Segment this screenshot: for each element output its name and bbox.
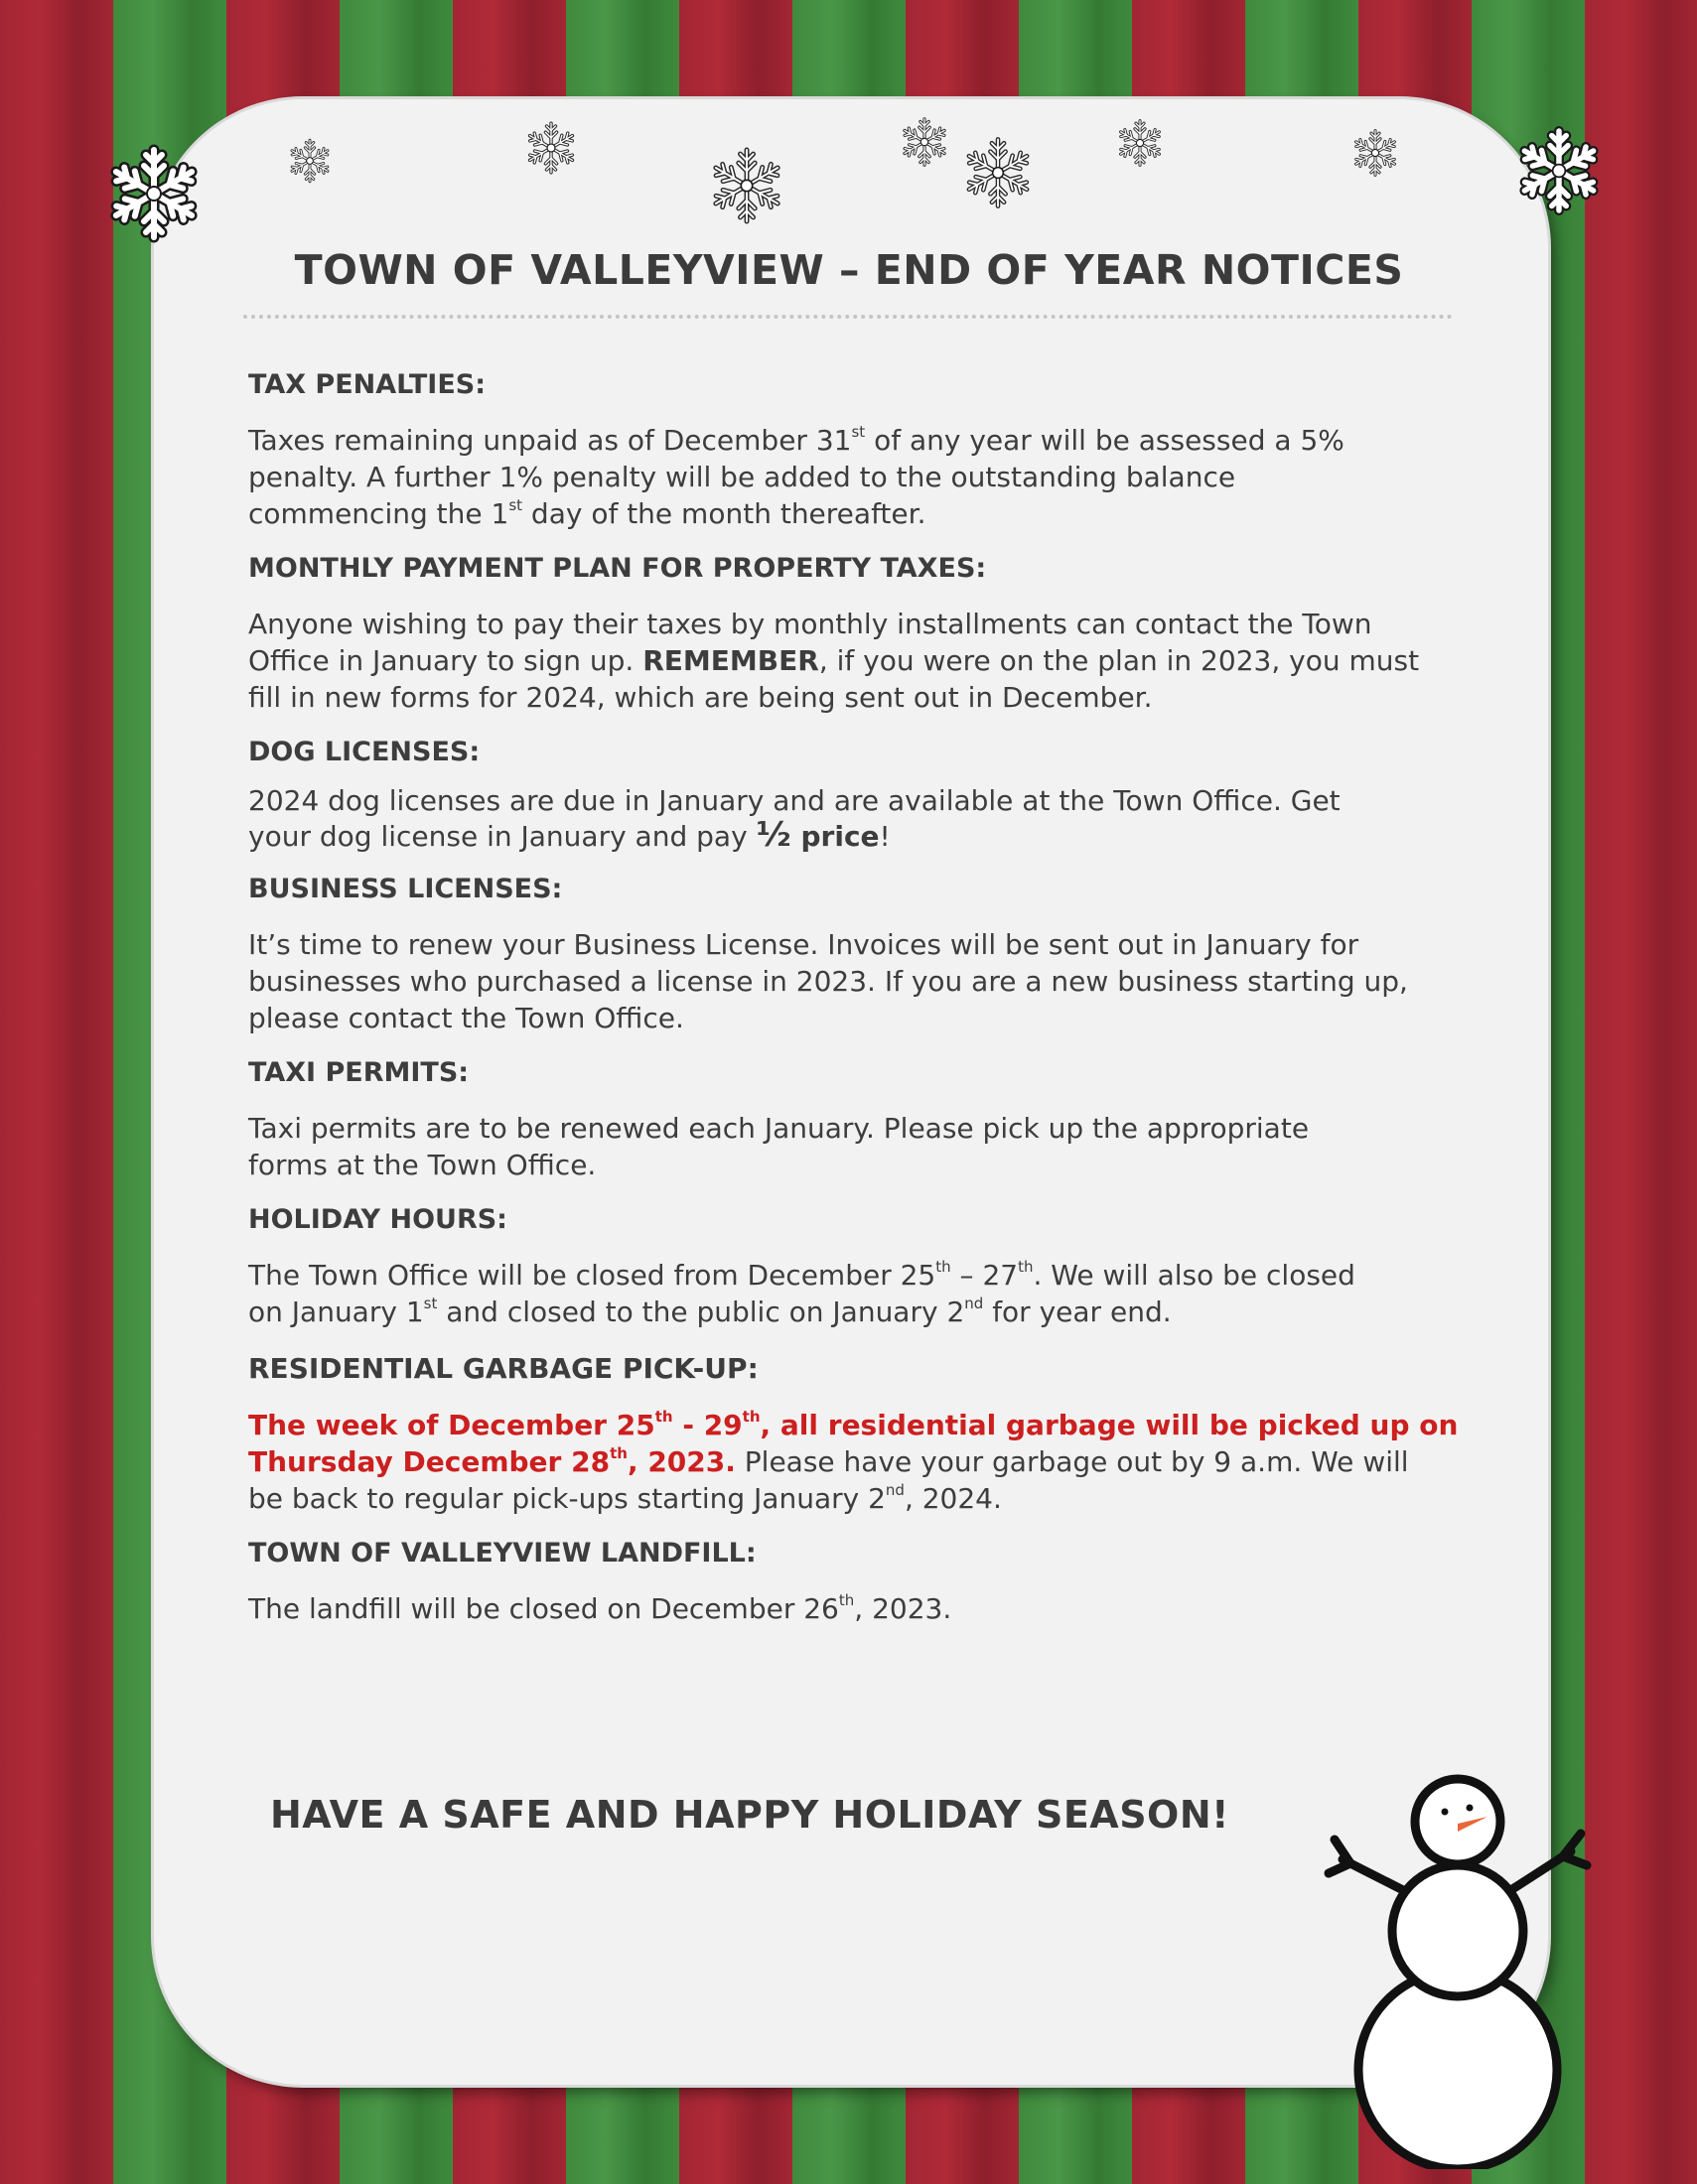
text-run: Anyone wishing to pay their taxes by monthly installments can contact the Town [248,608,1372,640]
ordinal-suffix: th [610,1444,628,1462]
snowflake-icon [896,113,953,171]
highlight-text: , 2023. [627,1445,736,1478]
text-run: penalty. A further 1% penalty will be added to the outstanding balance [248,461,1236,493]
ordinal-suffix: th [654,1408,673,1426]
section-heading: HOLIDAY HOURS: [248,1204,507,1235]
section-text [248,1110,1460,1183]
taxi-permits-section [248,1057,1460,1183]
notices-body [248,367,1460,1627]
section-heading: TAXI PERMITS: [248,1057,470,1088]
text-run: The Town Office will be closed from December 25 [248,1259,936,1292]
closing-greeting: HAVE A SAFE AND HAPPY HOLIDAY SEASON! [270,1793,1229,1837]
section-text [248,1257,1460,1330]
snowflake-icon [956,131,1040,214]
business-licenses-section [248,874,1460,1036]
snowflake-icon [1509,121,1609,220]
section-heading: DOG LICENSES: [248,737,481,767]
snowflake-icon [520,117,582,179]
text-run: , 2024. [904,1482,1002,1515]
ordinal-suffix: st [423,1295,438,1312]
ordinal-suffix: th [838,1591,855,1609]
remember-emphasis: REMEMBER [642,644,819,677]
text-run: please contact the Town Office. [248,1002,684,1034]
section-text [248,606,1460,716]
text-run: be back to regular pick-ups starting January 2 [248,1482,886,1515]
text-run: ! [879,820,891,853]
landfill-section [248,1538,1460,1627]
highlight-text: Thursday December 28 [248,1445,611,1478]
ordinal-suffix: nd [885,1481,905,1499]
highlight-text: The week of December 25 [248,1409,655,1441]
text-run: , if you were on the plan in 2023, you must [818,644,1420,677]
section-text [248,926,1460,1036]
dog-licenses-section [248,737,1460,854]
ordinal-suffix: th [742,1408,761,1426]
section-text [248,422,1460,532]
text-run: The landfill will be closed on December 26 [248,1592,839,1625]
section-heading: MONTHLY PAYMENT PLAN FOR PROPERTY TAXES: [248,553,987,584]
text-run: commencing the 1 [248,497,509,530]
holiday-hours-section [248,1204,1460,1330]
section-text [248,783,1460,854]
text-run: day of the month thereafter. [522,497,926,530]
text-run: for year end. [983,1296,1172,1328]
ordinal-suffix: th [1018,1258,1034,1276]
snowflake-icon [99,139,209,248]
snowflake-icon [1112,115,1168,171]
text-run: Taxi permits are to be renewed each January. Please pick up the appropriate [248,1112,1310,1145]
section-heading: TOWN OF VALLEYVIEW LANDFILL: [248,1538,757,1569]
half-price-fraction: ½ [756,815,791,855]
text-run: Please have your garbage out by 9 a.m. We will [735,1445,1409,1478]
tax-penalties-section [248,369,1460,532]
text-run: businesses who purchased a license in 2023. If you are a new business starting up, [248,965,1408,998]
highlight-text: - 29 [672,1409,743,1441]
page-title: TOWN OF VALLEYVIEW – END OF YEAR NOTICES [294,246,1404,294]
text-run: forms at the Town Office. [248,1149,597,1181]
garbage-pickup-section [248,1352,1460,1517]
text-run: 2024 dog licenses are due in January and are available at the Town Office. Get [248,784,1341,817]
text-run: . We will also be closed [1033,1259,1355,1292]
text-run: your dog license in January and pay [248,820,757,853]
section-heading: RESIDENTIAL GARBAGE PICK-UP: [248,1352,759,1385]
snowflake-icon [702,141,791,230]
title-divider [243,315,1453,319]
section-heading: BUSINESS LICENSES: [248,874,563,904]
text-run: Taxes remaining unpaid as of December 31 [248,424,852,457]
text-run: – 27 [950,1259,1019,1292]
ordinal-suffix: st [508,496,523,514]
text-run: Office in January to sign up. [248,644,643,677]
snowflake-icon [1347,125,1403,181]
price-emphasis: price [790,820,880,853]
section-text [248,1407,1460,1517]
text-run: It’s time to renew your Business License. Invoices will be sent out in January for [248,928,1359,961]
text-run: fill in new forms for 2024, which are being sent out in December. [248,681,1153,714]
text-run: and closed to the public on January 2 [437,1296,965,1328]
highlight-text: , all residential garbage will be picked up on [760,1409,1459,1441]
snowman-icon [1321,1762,1599,2173]
ordinal-suffix: st [851,423,866,441]
text-run: on January 1 [248,1296,424,1328]
snowflake-icon [284,135,336,187]
section-heading: TAX PENALTIES: [248,369,487,400]
text-run: , 2023. [854,1592,952,1625]
text-run: of any year will be assessed a 5% [865,424,1344,457]
ordinal-suffix: nd [964,1295,984,1312]
section-text [248,1590,1460,1627]
ordinal-suffix: th [935,1258,951,1276]
payment-plan-section [248,553,1460,716]
